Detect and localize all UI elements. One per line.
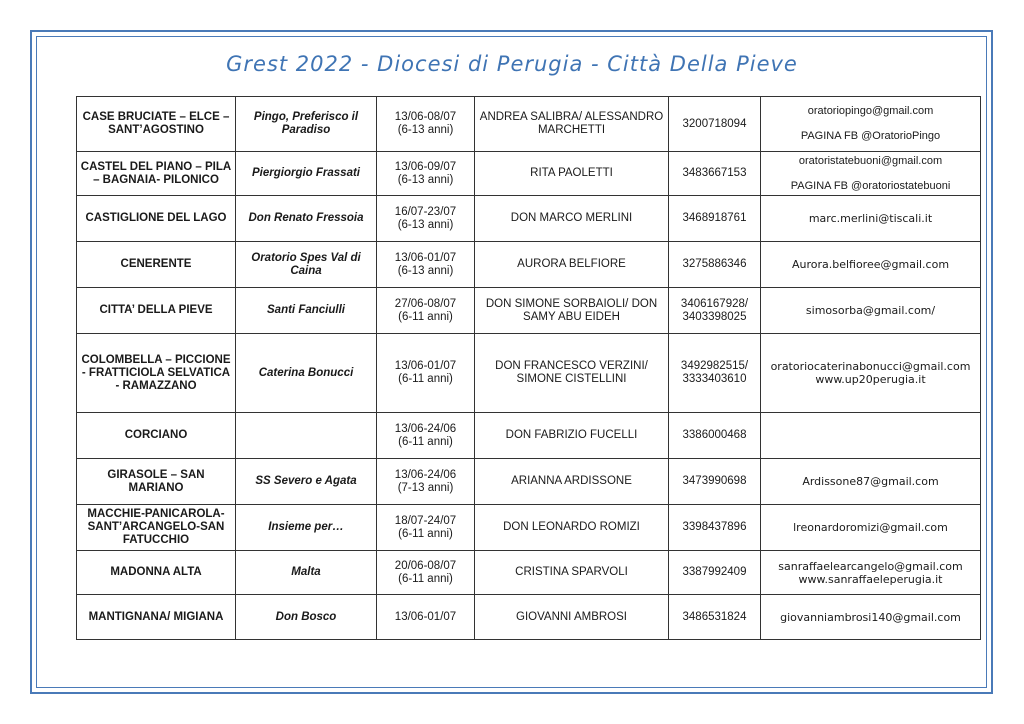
grest-name-cell [236, 152, 377, 196]
location-cell [77, 505, 236, 551]
dates-text: 18/07-24/07 [394, 514, 457, 527]
responsible-text: GIOVANNI AMBROSI [516, 610, 627, 623]
contact-cell [761, 505, 981, 551]
contact-extra-text: www.sanraffaeleperugia.it [798, 572, 943, 586]
dates-text: 13/06-01/07 [394, 251, 457, 264]
dates-text: 13/06-24/06 [394, 422, 457, 435]
dates-cell [377, 196, 475, 242]
contact-cell [761, 97, 981, 152]
dates-text: 13/06-01/07 [394, 610, 457, 623]
contact-cell [761, 551, 981, 595]
dates-text: 20/06-08/07 [394, 559, 457, 572]
email-text: giovanniambrosi140@gmail.com [780, 610, 961, 624]
table-row [77, 196, 981, 242]
ages-text: (6-11 anni) [398, 373, 453, 385]
grest-name-text: Piergiorgio Frassati [251, 167, 360, 179]
responsible-text: RITA PAOLETTI [530, 167, 613, 179]
dates-cell [377, 551, 475, 595]
grest-name-cell [236, 413, 377, 459]
responsible-text: CRISTINA SPARVOLI [515, 566, 628, 578]
contact-cell [761, 595, 981, 640]
email-text: lreonardoromizi@gmail.com [793, 521, 948, 534]
grest-name-text: Insieme per… [268, 521, 344, 533]
phone-cell [669, 288, 761, 334]
contact-extra-text: PAGINA FB @oratoriostatebuoni [790, 179, 951, 192]
dates-cell [377, 595, 475, 640]
contact-cell [761, 288, 981, 334]
location-cell [77, 152, 236, 196]
page-title: Grest 2022 - Diocesi di Perugia - Città Della Pieve [226, 52, 798, 76]
ages-text: (6-11 anni) [398, 435, 453, 448]
location-text: CENERENTE [120, 258, 192, 270]
responsible-cell [475, 459, 669, 505]
dates-cell [377, 288, 475, 334]
dates-text: 13/06-09/07 [394, 160, 457, 173]
dates-text: 27/06-08/07 [394, 297, 457, 310]
grest-name-cell [236, 505, 377, 551]
phone-cell [669, 97, 761, 152]
email-text: Ardissone87@gmail.com [802, 475, 939, 488]
responsible-cell [475, 242, 669, 288]
grest-name-text: Pingo, Preferisco il Paradiso [253, 111, 359, 136]
phone-cell [669, 505, 761, 551]
phone-cell [669, 551, 761, 595]
grest-name-text: SS Severo e Agata [255, 475, 357, 487]
ages-text: (6-11 anni) [398, 572, 453, 585]
email-text: Aurora.belfioree@gmail.com [791, 258, 950, 271]
responsible-cell [475, 97, 669, 152]
responsible-text: DON FRANCESCO VERZINI/ SIMONE CISTELLINI [495, 360, 648, 385]
phone-cell [669, 242, 761, 288]
grest-name-text: Oratorio Spes Val di Caina [251, 251, 361, 277]
table-row [77, 152, 981, 196]
email-text: oratoriopingo@gmail.com [807, 105, 934, 117]
location-text: GIRASOLE – SAN MARIANO [107, 468, 205, 494]
responsible-text: DON LEONARDO ROMIZI [503, 521, 640, 533]
grest-name-text: Malta [291, 566, 321, 578]
location-cell [77, 413, 236, 459]
grest-name-cell [236, 459, 377, 505]
table-row [77, 242, 981, 288]
contact-extra-text: www.up20perugia.it [815, 373, 926, 386]
location-text: MADONNA ALTA [110, 566, 202, 578]
phone-cell [669, 459, 761, 505]
dates-text: 13/06-01/07 [394, 360, 457, 372]
grest-name-cell [236, 595, 377, 640]
phone-text: 3275886346 [682, 258, 747, 270]
responsible-text: DON SIMONE SORBAIOLI/ DON SAMY ABU EIDEH [485, 297, 658, 323]
phone-text: 3386000468 [682, 429, 747, 441]
table-row [77, 595, 981, 640]
location-text: MACCHIE-PANICAROLA- SANT’ARCANGELO-SAN FATUCCHIO [87, 508, 225, 546]
table-row [77, 505, 981, 551]
location-cell [77, 242, 236, 288]
phone-cell [669, 152, 761, 196]
dates-cell [377, 459, 475, 505]
location-cell [77, 334, 236, 413]
ages-text: (6-11 anni) [398, 310, 453, 323]
grest-name-cell [236, 242, 377, 288]
responsible-cell [475, 595, 669, 640]
location-text: CASE BRUCIATE – ELCE – SANT’AGOSTINO [82, 111, 230, 136]
contact-cell [761, 196, 981, 242]
responsible-text: AURORA BELFIORE [517, 258, 626, 270]
table-row [77, 97, 981, 152]
email-text: oratoriocaterinabonucci@gmail.com [770, 360, 971, 373]
phone-text: 3483667153 [682, 167, 747, 179]
location-cell [77, 196, 236, 242]
responsible-cell [475, 505, 669, 551]
phone-cell [669, 413, 761, 459]
location-cell [77, 551, 236, 595]
dates-text: 16/07-23/07 [394, 205, 457, 218]
responsible-cell [475, 152, 669, 196]
grest-name-cell [236, 196, 377, 242]
responsible-cell [475, 288, 669, 334]
contact-cell [761, 413, 981, 459]
phone-text: 3486531824 [682, 610, 747, 623]
responsible-text: ANDREA SALIBRA/ ALESSANDRO MARCHETTI [479, 111, 664, 136]
grest-name-text: Don Renato Fressoia [248, 212, 364, 224]
contact-cell [761, 152, 981, 196]
responsible-cell [475, 413, 669, 459]
dates-text: 13/06-08/07 [394, 111, 457, 123]
table-row [77, 334, 981, 413]
ages-text: (6-13 anni) [397, 173, 454, 186]
grest-name-text: Santi Fanciulli [267, 304, 345, 316]
grest-name-cell [236, 97, 377, 152]
location-text: MANTIGNANA/ MIGIANA [88, 610, 224, 623]
location-text: CORCIANO [124, 429, 188, 441]
phone-cell [669, 595, 761, 640]
grest-name-cell [236, 551, 377, 595]
email-text: simosorba@gmail.com/ [805, 304, 936, 317]
phone-text: 3398437896 [682, 521, 747, 533]
responsible-text: ARIANNA ARDISSONE [511, 475, 632, 487]
dates-cell [377, 334, 475, 413]
grest-name-cell [236, 334, 377, 413]
email-text: oratoristatebuoni@gmail.com [798, 154, 943, 167]
table-row [77, 459, 981, 505]
location-text: CITTA’ DELLA PIEVE [99, 304, 213, 316]
location-cell [77, 459, 236, 505]
phone-text: 3387992409 [682, 566, 747, 578]
ages-text: (6-11 anni) [398, 527, 453, 540]
ages-text: (7-13 anni) [397, 481, 454, 494]
dates-cell [377, 505, 475, 551]
phone-text: 3492982515/ 3333403610 [680, 360, 749, 385]
responsible-cell [475, 334, 669, 413]
table-row [77, 551, 981, 595]
email-text: marc.merlini@tiscali.it [808, 212, 933, 225]
location-text: CASTIGLIONE DEL LAGO [85, 212, 227, 224]
table-row [77, 288, 981, 334]
dates-cell [377, 242, 475, 288]
ages-text: (6-13 anni) [397, 264, 454, 277]
grest-name-cell [236, 288, 377, 334]
responsible-cell [475, 196, 669, 242]
location-text: CASTEL DEL PIANO – PILA – BAGNAIA- PILONICO [80, 160, 232, 186]
contact-cell [761, 242, 981, 288]
table-row [77, 413, 981, 459]
ages-text: (6-13 anni) [397, 124, 454, 136]
dates-text: 13/06-24/06 [394, 468, 457, 481]
grest-name-text: Don Bosco [275, 610, 337, 623]
email-text: sanraffaelearcangelo@gmail.com [778, 559, 963, 573]
phone-cell [669, 196, 761, 242]
responsible-cell [475, 551, 669, 595]
contact-extra-text: PAGINA FB @OratorioPingo [800, 130, 941, 142]
location-cell [77, 595, 236, 640]
grest-table [76, 96, 981, 640]
grest-name-text: Caterina Bonucci [258, 366, 354, 379]
location-cell [77, 288, 236, 334]
location-cell [77, 97, 236, 152]
contact-cell [761, 334, 981, 413]
phone-text: 3468918761 [682, 212, 747, 224]
dates-cell [377, 413, 475, 459]
responsible-text: DON MARCO MERLINI [510, 212, 633, 224]
dates-cell [377, 152, 475, 196]
phone-cell [669, 334, 761, 413]
dates-cell [377, 97, 475, 152]
contact-cell [761, 459, 981, 505]
phone-text: 3406167928/ 3403398025 [680, 297, 749, 323]
phone-text: 3473990698 [682, 475, 747, 487]
responsible-text: DON FABRIZIO FUCELLI [505, 429, 638, 441]
ages-text: (6-13 anni) [397, 218, 454, 231]
location-text: COLOMBELLA – PICCIONE - FRATTICIOLA SELVATICA - RAMAZZANO [81, 353, 231, 392]
phone-text: 3200718094 [682, 117, 747, 130]
